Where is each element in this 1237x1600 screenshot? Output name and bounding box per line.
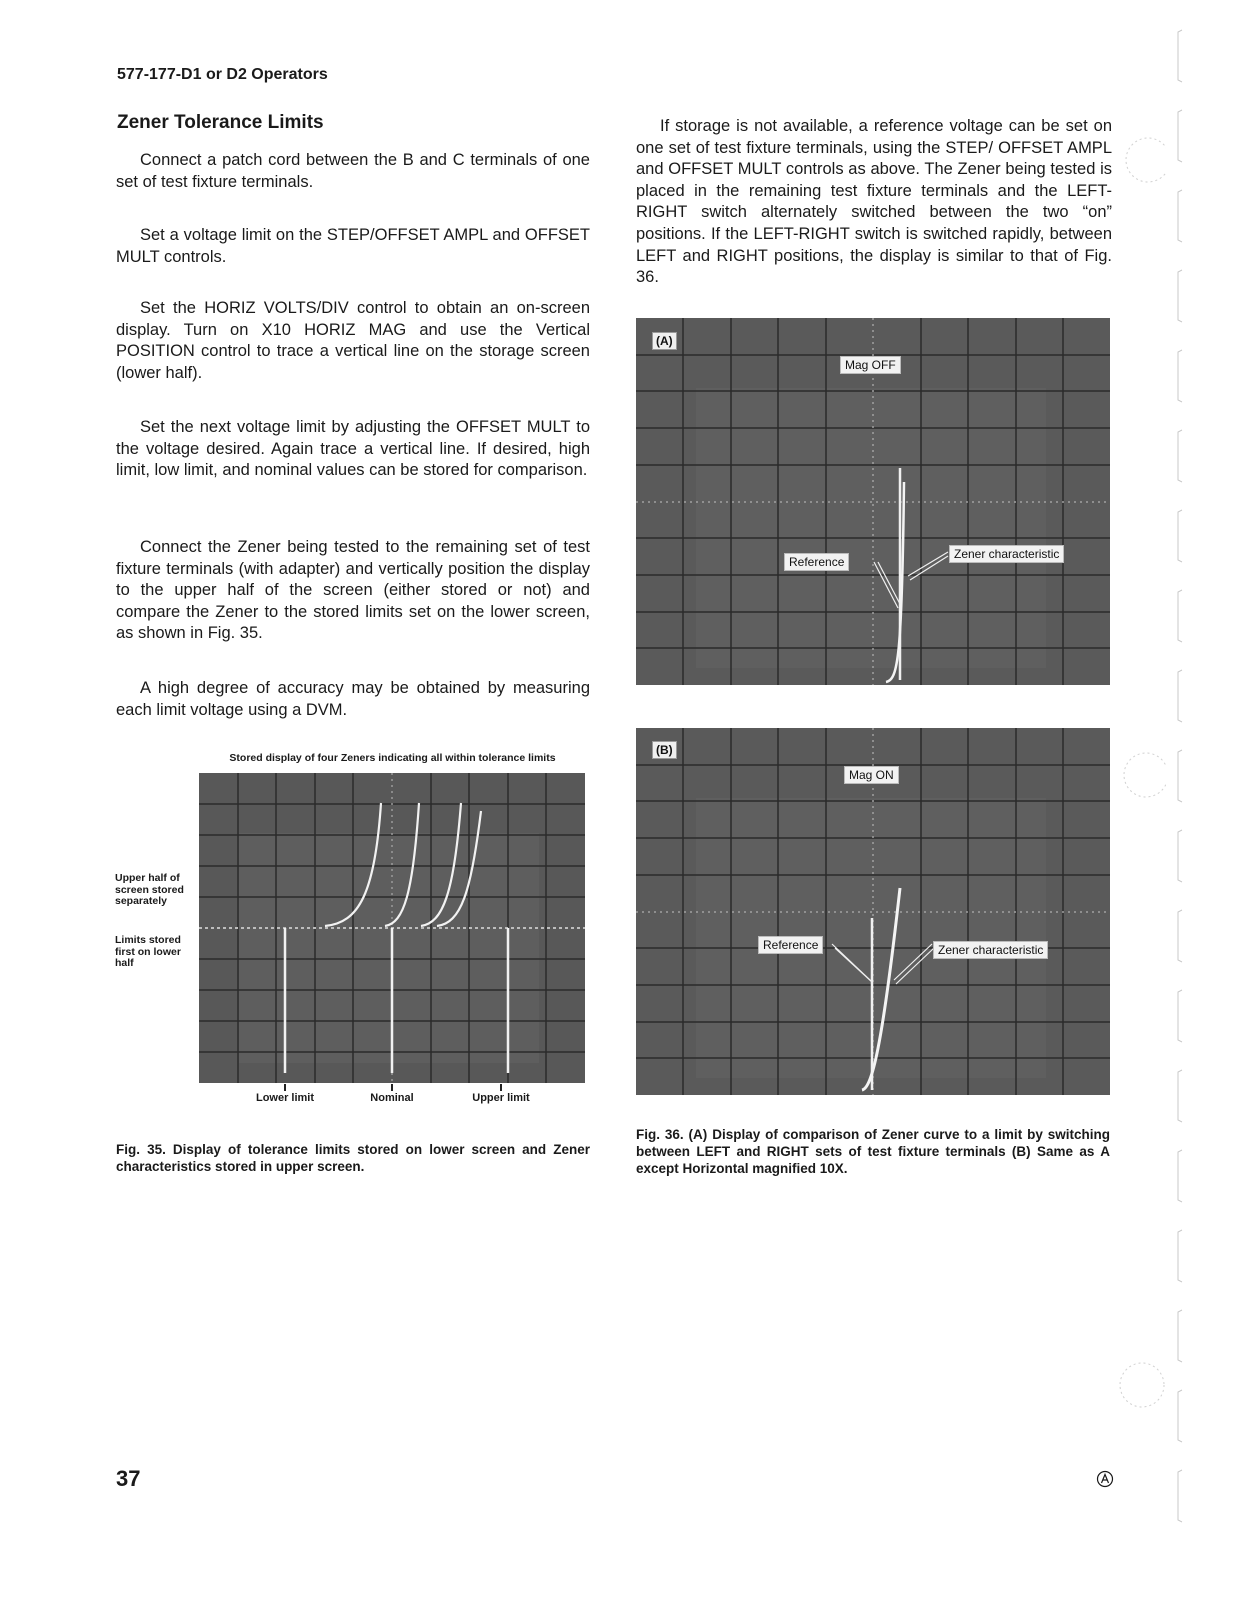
fig36b-mag-label: Mag ON (844, 766, 899, 784)
binder-hole-bottom (1112, 1345, 1166, 1425)
fig35-nominal-label: Nominal (370, 1092, 414, 1104)
fig35-caption: Fig. 35. Display of tolerance limits stored on lower screen and Zener characteristics stored in upper screen. (116, 1142, 590, 1174)
fig36b-reference-label: Reference (758, 936, 823, 954)
paragraph-1 (116, 150, 590, 193)
fig36a-tag: (A) (652, 332, 677, 350)
fig35-title: Stored display of four Zeners indicating all within tolerance limits (229, 752, 556, 764)
paragraph-text: Connect the Zener being tested to the remaining set of test fixture terminals (with adapter) and vertically position the display to the upper half of the screen (either stored or not) and compare the Zener to the stored limits set on the lower screen, as shown in Fig. 35. (116, 538, 590, 643)
paragraph-2 (116, 225, 590, 268)
fig36a-mag-label: Mag OFF (840, 356, 901, 374)
paragraph-3 (116, 298, 590, 384)
fig36a-zener-label: Zener characteristic (949, 545, 1064, 563)
paragraph-text: Set the next voltage limit by adjusting the OFFSET MULT to the voltage desired. Again trace a vertical line. If desired, high limit, low limit, and nominal values can be stored for comparison. (116, 418, 590, 480)
fig35-upper-label: Upper half of screen stored separately (115, 872, 184, 907)
paragraph-text: If storage is not available, a reference voltage can be set on one set of test fixture terminals, using the STEP/ OFFSET AMPL and OFFSET MULT controls as above. The Zener being tested is placed in the remaining test fixture terminals and the LEFT-RIGHT switch alternately switched between the two “on” positions. If the LEFT-RIGHT switch is switched rapidly, between LEFT and RIGHT positions, the display is similar to that of Fig. 36. (636, 117, 1112, 287)
paragraph-text: A high degree of accuracy may be obtained by measuring each limit voltage using a DVM. (116, 679, 590, 719)
section-title: Zener Tolerance Limits (117, 112, 324, 133)
fig36b-zener-label: Zener characteristic (933, 941, 1048, 959)
paragraph-5 (116, 537, 590, 645)
paragraph-text: Set a voltage limit on the STEP/OFFSET AMPL and OFFSET MULT controls. (116, 226, 590, 266)
paragraph-right (636, 116, 1112, 289)
binder-hole-top (1120, 120, 1166, 200)
running-header: 577-177-D1 or D2 Operators (117, 66, 328, 83)
paragraph-6 (116, 678, 590, 721)
fig35-lower-limit-label: Lower limit (255, 1092, 315, 1104)
binder-hole-middle (1118, 735, 1166, 815)
paragraph-text: Connect a patch cord between the B and C terminals of one set of test fixture terminals. (116, 151, 590, 191)
fig36a-scope-photo (636, 318, 1110, 685)
fig35-upper-limit-label: Upper limit (472, 1092, 530, 1104)
fig36-caption: Fig. 36. (A) Display of comparison of Zener curve to a limit by switching between LEFT and RIGHT sets of test fixture terminals (B) Same as A except Horizontal magnified 10X. (636, 1127, 1110, 1176)
fig36a-reference-label: Reference (784, 553, 849, 571)
fig35-lower-label: Limits stored first on lower half (115, 934, 181, 969)
fig36b-scope-photo (636, 728, 1110, 1095)
fig35-scope-photo (199, 773, 585, 1083)
binder-margin-marks (1172, 20, 1192, 1580)
paragraph-4 (116, 417, 590, 482)
page-number: 37 (116, 1466, 141, 1491)
paragraph-text: Set the HORIZ VOLTS/DIV control to obtain an on-screen display. Turn on X10 HORIZ MAG and use the Vertical POSITION control to trace a vertical line on the storage screen (lower half). (116, 299, 590, 382)
fig36b-tag: (B) (652, 741, 677, 759)
tektronix-logo-icon (1096, 1470, 1114, 1488)
